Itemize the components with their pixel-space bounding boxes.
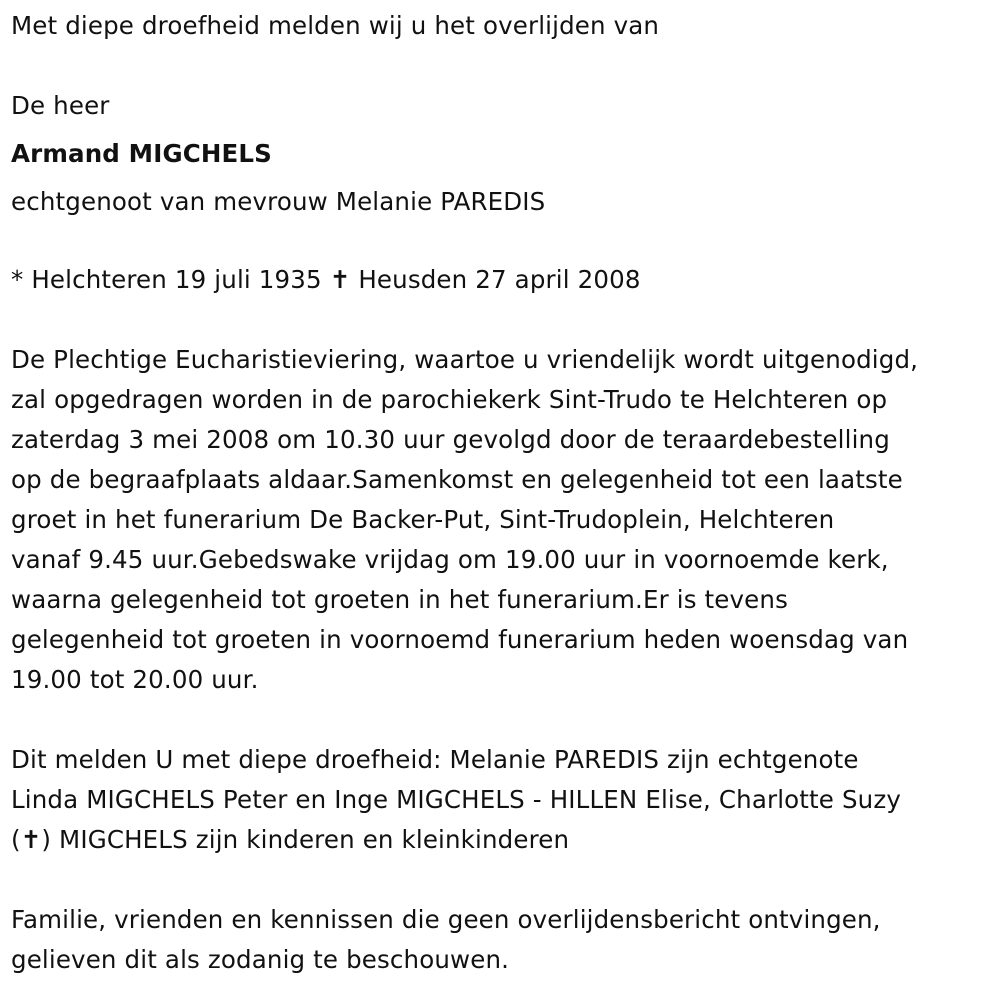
paragraph-line: Linda MIGCHELS Peter en Inge MIGCHELS - HILLEN Elise, Charlotte Suzy (11, 785, 902, 814)
closing-paragraph (11, 900, 1000, 980)
intro-text: Met diepe droefheid melden wij u het overlijden van (11, 11, 660, 40)
paragraph-line: groet in het funerarium De Backer-Put, Sint-Trudoplein, Helchteren (11, 505, 835, 534)
paragraph-line: op de begraafplaats aldaar.Samenkomst en gelegenheid tot een laatste (11, 465, 903, 494)
salutation: De heer (11, 91, 110, 120)
spouse-line: echtgenoot van mevrouw Melanie PAREDIS (11, 187, 546, 216)
birth-info: * Helchteren 19 juli 1935 (11, 265, 322, 294)
paragraph-line: De Plechtige Eucharistieviering, waartoe u vriendelijk wordt uitgenodigd, (11, 345, 919, 374)
dates-line (11, 260, 641, 300)
paragraph-line: zal opgedragen worden in de parochiekerk Sint-Trudo te Helchteren op (11, 385, 888, 414)
paragraph-line: (✝) MIGCHELS zijn kinderen en kleinkinderen (11, 825, 570, 854)
ceremony-paragraph (11, 340, 1000, 700)
cross-icon: ✝ (329, 265, 351, 294)
paragraph-line: Dit melden U met diepe droefheid: Melanie PAREDIS zijn echtgenote (11, 745, 859, 774)
death-info: Heusden 27 april 2008 (358, 265, 641, 294)
paragraph-line: 19.00 tot 20.00 uur. (11, 665, 259, 694)
paragraph-line: vanaf 9.45 uur.Gebedswake vrijdag om 19.00 uur in voornoemde kerk, (11, 545, 889, 574)
deceased-name: Armand MIGCHELS (11, 139, 272, 168)
paragraph-line: Familie, vrienden en kennissen die geen overlijdensbericht ontvingen, (11, 905, 881, 934)
family-paragraph (11, 740, 1000, 860)
paragraph-line: waarna gelegenheid tot groeten in het funerarium.Er is tevens (11, 585, 788, 614)
paragraph-line: gelieven dit als zodanig te beschouwen. (11, 945, 510, 974)
paragraph-line: zaterdag 3 mei 2008 om 10.30 uur gevolgd door de teraardebestelling (11, 425, 890, 454)
paragraph-line: gelegenheid tot groeten in voornoemd funerarium heden woensdag van (11, 625, 909, 654)
